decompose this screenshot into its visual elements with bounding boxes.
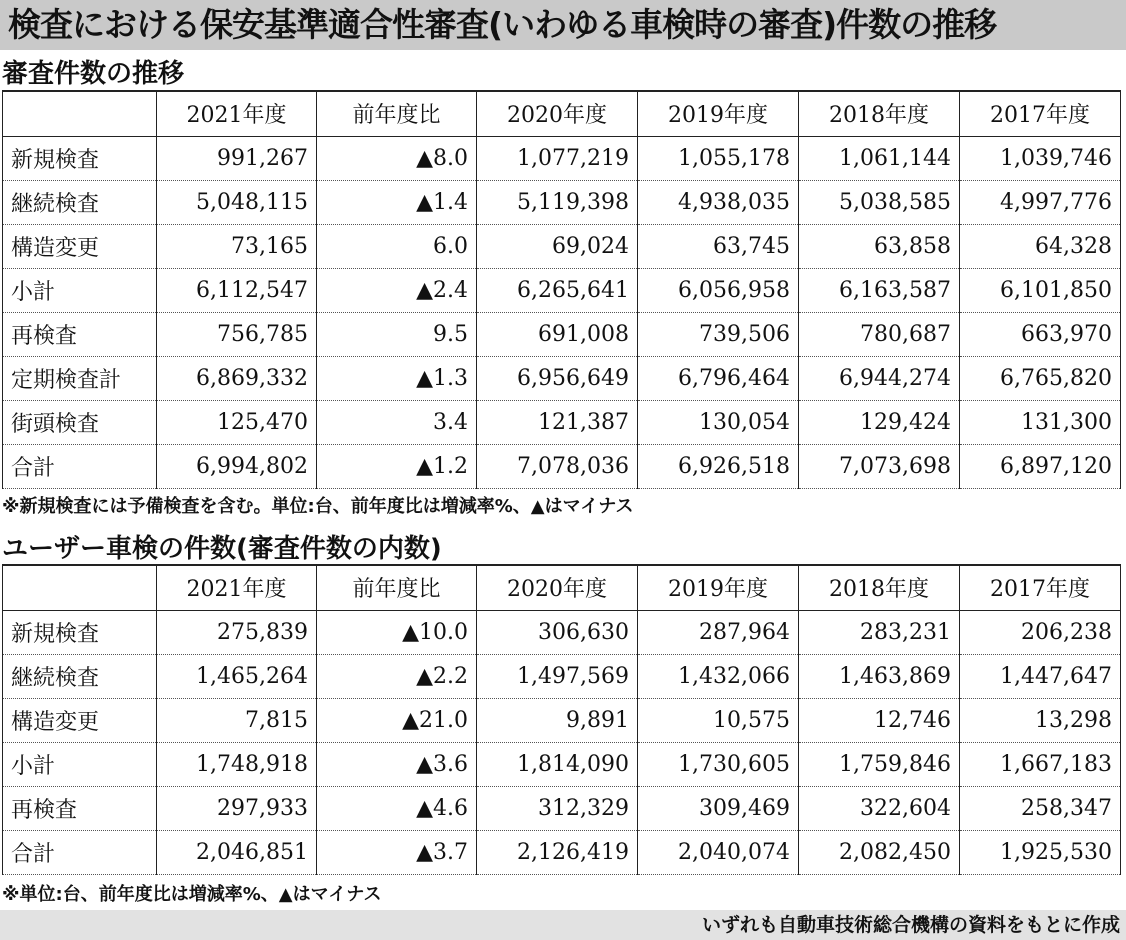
count-cell: 739,506 [638,312,799,356]
count-cell: 1,497,569 [477,654,638,698]
table-header-row [3,565,1121,610]
table-row [3,180,1121,224]
count-cell: 2,082,450 [799,830,960,874]
yoy-change-cell: ▲4.6 [317,786,477,830]
count-cell: 6,101,850 [960,268,1121,312]
column-header: 2020年度 [477,91,638,136]
count-cell: 6,765,820 [960,356,1121,400]
table-row [3,312,1121,356]
yoy-change-cell: ▲8.0 [317,136,477,180]
count-cell: 287,964 [638,610,799,654]
count-cell: 663,970 [960,312,1121,356]
count-cell: 5,048,115 [157,180,317,224]
count-cell: 1,748,918 [157,742,317,786]
inspection-table-note: ※新規検査には予備検査を含む。単位:台、前年度比は増減率%、▲はマイナス [2,496,634,517]
count-cell: 6,956,649 [477,356,638,400]
count-cell: 7,073,698 [799,444,960,488]
count-cell: 2,040,074 [638,830,799,874]
count-cell: 129,424 [799,400,960,444]
count-cell: 1,465,264 [157,654,317,698]
table-row [3,654,1121,698]
count-cell: 1,759,846 [799,742,960,786]
row-label: 新規検査 [3,136,157,180]
table-row [3,400,1121,444]
column-header: 2017年度 [960,565,1121,610]
yoy-change-cell: ▲3.6 [317,742,477,786]
count-cell: 1,814,090 [477,742,638,786]
count-cell: 691,008 [477,312,638,356]
column-header: 前年度比 [317,565,477,610]
count-cell: 6,163,587 [799,268,960,312]
row-label: 街頭検査 [3,400,157,444]
count-cell: 12,746 [799,698,960,742]
count-cell: 297,933 [157,786,317,830]
count-cell: 1,055,178 [638,136,799,180]
header-corner-cell [3,91,157,136]
column-header: 2021年度 [157,565,317,610]
column-header: 2020年度 [477,565,638,610]
count-cell: 6,796,464 [638,356,799,400]
yoy-change-cell: ▲1.3 [317,356,477,400]
count-cell: 258,347 [960,786,1121,830]
count-cell: 309,469 [638,786,799,830]
yoy-change-cell: ▲3.7 [317,830,477,874]
yoy-change-cell: ▲2.2 [317,654,477,698]
count-cell: 1,667,183 [960,742,1121,786]
count-cell: 9,891 [477,698,638,742]
table-row [3,356,1121,400]
table-row [3,830,1121,874]
column-header: 2021年度 [157,91,317,136]
user-inspection-table [2,564,1121,875]
column-header: 2018年度 [799,91,960,136]
yoy-change-cell: ▲10.0 [317,610,477,654]
count-cell: 1,432,066 [638,654,799,698]
count-cell: 69,024 [477,224,638,268]
count-cell: 6,112,547 [157,268,317,312]
count-cell: 2,126,419 [477,830,638,874]
count-cell: 206,238 [960,610,1121,654]
yoy-change-cell: 3.4 [317,400,477,444]
count-cell: 756,785 [157,312,317,356]
yoy-change-cell: 6.0 [317,224,477,268]
section-heading-user-inspections: ユーザー車検の件数(審査件数の内数) [2,534,442,564]
inspection-count-table [2,90,1121,489]
count-cell: 6,897,120 [960,444,1121,488]
row-label: 継続検査 [3,654,157,698]
count-cell: 131,300 [960,400,1121,444]
table-row [3,444,1121,488]
table-row [3,224,1121,268]
count-cell: 4,938,035 [638,180,799,224]
count-cell: 991,267 [157,136,317,180]
row-label: 新規検査 [3,610,157,654]
count-cell: 64,328 [960,224,1121,268]
count-cell: 6,994,802 [157,444,317,488]
user-inspection-table-note: ※単位:台、前年度比は増減率%、▲はマイナス [2,884,382,905]
table-row [3,268,1121,312]
count-cell: 63,745 [638,224,799,268]
table-row [3,742,1121,786]
count-cell: 6,265,641 [477,268,638,312]
count-cell: 7,815 [157,698,317,742]
yoy-change-cell: ▲2.4 [317,268,477,312]
row-label: 合計 [3,444,157,488]
count-cell: 275,839 [157,610,317,654]
count-cell: 6,926,518 [638,444,799,488]
count-cell: 312,329 [477,786,638,830]
count-cell: 73,165 [157,224,317,268]
count-cell: 6,056,958 [638,268,799,312]
count-cell: 1,925,530 [960,830,1121,874]
page-title: 検査における保安基準適合性審査(いわゆる車検時の審査)件数の推移 [0,0,1126,50]
table-row [3,698,1121,742]
column-header: 前年度比 [317,91,477,136]
row-label: 再検査 [3,312,157,356]
column-header: 2019年度 [638,565,799,610]
row-label: 小計 [3,268,157,312]
count-cell: 1,039,746 [960,136,1121,180]
row-label: 構造変更 [3,224,157,268]
count-cell: 5,038,585 [799,180,960,224]
count-cell: 306,630 [477,610,638,654]
section-heading-inspections: 審査件数の推移 [2,59,185,89]
column-header: 2018年度 [799,565,960,610]
count-cell: 2,046,851 [157,830,317,874]
row-label: 合計 [3,830,157,874]
count-cell: 6,869,332 [157,356,317,400]
yoy-change-cell: 9.5 [317,312,477,356]
count-cell: 130,054 [638,400,799,444]
row-label: 構造変更 [3,698,157,742]
yoy-change-cell: ▲21.0 [317,698,477,742]
row-label: 小計 [3,742,157,786]
count-cell: 4,997,776 [960,180,1121,224]
count-cell: 1,730,605 [638,742,799,786]
column-header: 2017年度 [960,91,1121,136]
table-row [3,136,1121,180]
table-row [3,786,1121,830]
count-cell: 283,231 [799,610,960,654]
column-header: 2019年度 [638,91,799,136]
count-cell: 121,387 [477,400,638,444]
row-label: 再検査 [3,786,157,830]
source-credit: いずれも自動車技術総合機構の資料をもとに作成 [0,910,1126,940]
table-header-row [3,91,1121,136]
table-row [3,610,1121,654]
yoy-change-cell: ▲1.4 [317,180,477,224]
header-corner-cell [3,565,157,610]
count-cell: 13,298 [960,698,1121,742]
count-cell: 1,061,144 [799,136,960,180]
count-cell: 5,119,398 [477,180,638,224]
yoy-change-cell: ▲1.2 [317,444,477,488]
row-label: 継続検査 [3,180,157,224]
count-cell: 6,944,274 [799,356,960,400]
count-cell: 10,575 [638,698,799,742]
count-cell: 7,078,036 [477,444,638,488]
count-cell: 780,687 [799,312,960,356]
count-cell: 125,470 [157,400,317,444]
row-label: 定期検査計 [3,356,157,400]
count-cell: 322,604 [799,786,960,830]
count-cell: 1,447,647 [960,654,1121,698]
count-cell: 1,077,219 [477,136,638,180]
count-cell: 1,463,869 [799,654,960,698]
count-cell: 63,858 [799,224,960,268]
